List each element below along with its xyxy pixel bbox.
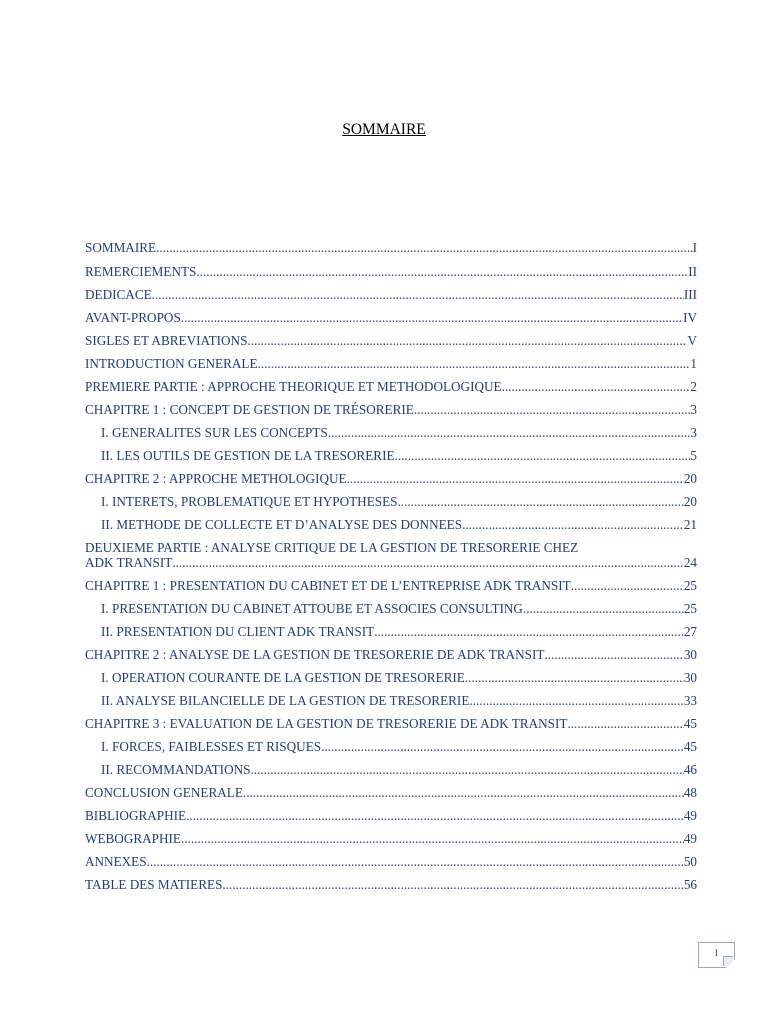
toc-entry-page: 27: [683, 624, 697, 639]
toc-entry-outils[interactable]: [85, 448, 697, 463]
dot-leader: [462, 517, 684, 532]
toc-entry-presentation-cabinet[interactable]: [85, 601, 697, 616]
toc-entry-label: REMERCIEMENTS: [85, 264, 197, 279]
toc-entry-forces[interactable]: [85, 739, 697, 754]
dot-leader: [523, 601, 684, 616]
toc-entry-interets[interactable]: [85, 494, 697, 509]
toc-entry-label: TABLE DES MATIERES: [85, 877, 223, 892]
toc-entry-introduction[interactable]: [85, 356, 697, 371]
dot-leader: [172, 555, 684, 570]
dot-leader: [247, 333, 687, 348]
toc-entry-page: 45: [683, 716, 697, 731]
toc-entry-page: 20: [683, 494, 697, 509]
toc-entry-page: 30: [683, 670, 697, 685]
toc-entry-label: II. METHODE DE COLLECTE ET D’ANALYSE DES DONNEES: [101, 517, 463, 532]
page-title: SOMMAIRE: [342, 121, 426, 138]
toc-entry-premiere-partie[interactable]: [85, 379, 697, 394]
toc-entry-label: WEBOGRAPHIE: [85, 831, 181, 846]
toc-entry-conclusion[interactable]: [85, 785, 697, 800]
dot-leader: [347, 471, 684, 486]
dot-leader: [502, 379, 691, 394]
dot-leader: [196, 264, 688, 279]
toc-entry-label: DEUXIEME PARTIE : ANALYSE CRITIQUE DE LA GESTION DE TRESORERIE CHEZ: [85, 540, 579, 555]
page-number: I: [715, 948, 718, 958]
dot-leader: [258, 356, 691, 371]
dot-leader: [321, 739, 684, 754]
toc-entry-label: INTRODUCTION GENERALE: [85, 356, 258, 371]
toc-entry-avant-propos[interactable]: [85, 310, 697, 325]
dot-leader: [397, 494, 683, 509]
toc-entry-table-matieres[interactable]: [85, 877, 697, 892]
toc-entry-label: II. ANALYSE BILANCIELLE DE LA GESTION DE TRESORERIE: [101, 693, 470, 708]
toc-entry-chapitre-2a[interactable]: [85, 471, 697, 486]
toc-entry-webographie[interactable]: [85, 831, 697, 846]
toc-entry-generalites[interactable]: [85, 425, 697, 440]
toc-entry-presentation-client[interactable]: [85, 624, 697, 639]
toc-entry-label: II. RECOMMANDATIONS: [101, 762, 251, 777]
dot-leader: [250, 762, 683, 777]
toc-entry-label: CHAPITRE 2 : ANALYSE DE LA GESTION DE TRESORERIE DE ADK TRANSIT: [85, 647, 545, 662]
toc-entry-chapitre-1a[interactable]: [85, 402, 697, 417]
toc-entry-page: 45: [683, 739, 697, 754]
dot-leader: [465, 670, 684, 685]
dot-leader: [544, 647, 683, 662]
toc-entry-page: 3: [690, 425, 697, 440]
page-corner-fold: [726, 959, 735, 968]
dot-leader: [374, 624, 684, 639]
toc-entry-page: 49: [683, 831, 697, 846]
toc-entry-label: PREMIERE PARTIE : APPROCHE THEORIQUE ET METHODOLOGIQUE: [85, 379, 502, 394]
dot-leader: [469, 693, 683, 708]
toc-entry-label: II. PRESENTATION DU CLIENT ADK TRANSIT: [101, 624, 375, 639]
toc-entry-page: 24: [683, 555, 697, 570]
dot-leader: [156, 240, 693, 255]
toc-entry-label: DEDICACE: [85, 287, 152, 302]
toc-entry-label: I. FORCES, FAIBLESSES ET RISQUES: [101, 739, 322, 754]
toc-entry-page: 20: [683, 471, 697, 486]
toc-entry-chapitre-3[interactable]: [85, 716, 697, 731]
toc-entry-sommaire[interactable]: [85, 240, 697, 255]
toc-entry-page: 49: [683, 808, 697, 823]
toc-entry-chapitre-1b[interactable]: [85, 578, 697, 593]
toc-entry-label: I. OPERATION COURANTE DE LA GESTION DE TRESORERIE: [101, 670, 465, 685]
toc-entry-page: 50: [683, 854, 697, 869]
dot-leader: [186, 808, 684, 823]
toc-entry-label: SIGLES ET ABREVIATIONS: [85, 333, 248, 348]
toc-entry-sigles[interactable]: [85, 333, 697, 348]
dot-leader: [395, 448, 691, 463]
dot-leader: [181, 310, 683, 325]
dot-leader: [414, 402, 691, 417]
toc-entry-page: 46: [683, 762, 697, 777]
toc-entry-page: V: [687, 333, 697, 348]
toc-entry-page: I: [692, 240, 697, 255]
toc-entry-page: IV: [683, 310, 697, 325]
dot-leader: [243, 785, 684, 800]
toc-entry-operation-courante[interactable]: [85, 670, 697, 685]
toc-entry-chapitre-2b[interactable]: [85, 647, 697, 662]
toc-entry-label: AVANT-PROPOS: [85, 310, 181, 325]
toc-entry-label: ANNEXES: [85, 854, 147, 869]
toc-entry-label: SOMMAIRE: [85, 240, 157, 255]
dot-leader: [328, 425, 691, 440]
page-number-box: [698, 942, 735, 968]
toc-entry-page: 3: [690, 402, 697, 417]
toc-entry-label: I. PRESENTATION DU CABINET ATTOUBE ET ASSOCIES CONSULTING: [101, 601, 523, 616]
toc-entry-label: CHAPITRE 3 : EVALUATION DE LA GESTION DE TRESORERIE DE ADK TRANSIT: [85, 716, 568, 731]
dot-leader: [152, 287, 684, 302]
toc-entry-page: 30: [683, 647, 697, 662]
toc-entry-page: 56: [683, 877, 697, 892]
toc-entry-label: II. LES OUTILS DE GESTION DE LA TRESORERIE: [101, 448, 395, 463]
toc-entry-bibliographie[interactable]: [85, 808, 697, 823]
toc-entry-remerciements[interactable]: [85, 264, 697, 279]
toc-entry-page: 21: [683, 517, 697, 532]
toc-entry-page: 2: [690, 379, 697, 394]
toc-entry-page: 48: [683, 785, 697, 800]
toc-entry-label: BIBLIOGRAPHIE: [85, 808, 187, 823]
toc-entry-label: CHAPITRE 1 : PRESENTATION DU CABINET ET DE L’ENTREPRISE ADK TRANSIT: [85, 578, 571, 593]
dot-leader: [571, 578, 684, 593]
toc-entry-label: CONCLUSION GENERALE: [85, 785, 243, 800]
toc-entry-deuxieme-partie[interactable]: [85, 540, 697, 570]
dot-leader: [181, 831, 684, 846]
toc-entry-annexes[interactable]: [85, 854, 697, 869]
toc-entry-label: CHAPITRE 1 : CONCEPT DE GESTION DE TRÉSORERIE: [85, 402, 414, 417]
dot-leader: [567, 716, 683, 731]
toc-entry-page: II: [688, 264, 697, 279]
toc-entry-page: 1: [690, 356, 697, 371]
toc-entry-page: 25: [683, 601, 697, 616]
toc-entry-analyse-bilancielle[interactable]: [85, 693, 697, 708]
toc-entry-page: III: [683, 287, 697, 302]
toc-entry-page: 33: [683, 693, 697, 708]
toc-entry-dedicace[interactable]: [85, 287, 697, 302]
toc-entry-recommandations[interactable]: [85, 762, 697, 777]
toc-entry-page: 25: [683, 578, 697, 593]
toc-entry-methode[interactable]: [85, 517, 697, 532]
toc-entry-label-continued: ADK TRANSIT: [85, 555, 173, 570]
toc-entry-label: I. INTERETS, PROBLEMATIQUE ET HYPOTHESES: [101, 494, 398, 509]
toc-entry-label: CHAPITRE 2 : APPROCHE METHOLOGIQUE: [85, 471, 347, 486]
toc-entry-label: I. GENERALITES SUR LES CONCEPTS: [101, 425, 328, 440]
toc-entry-page: 5: [690, 448, 697, 463]
dot-leader: [222, 877, 683, 892]
dot-leader: [147, 854, 684, 869]
table-of-contents: [85, 240, 697, 900]
